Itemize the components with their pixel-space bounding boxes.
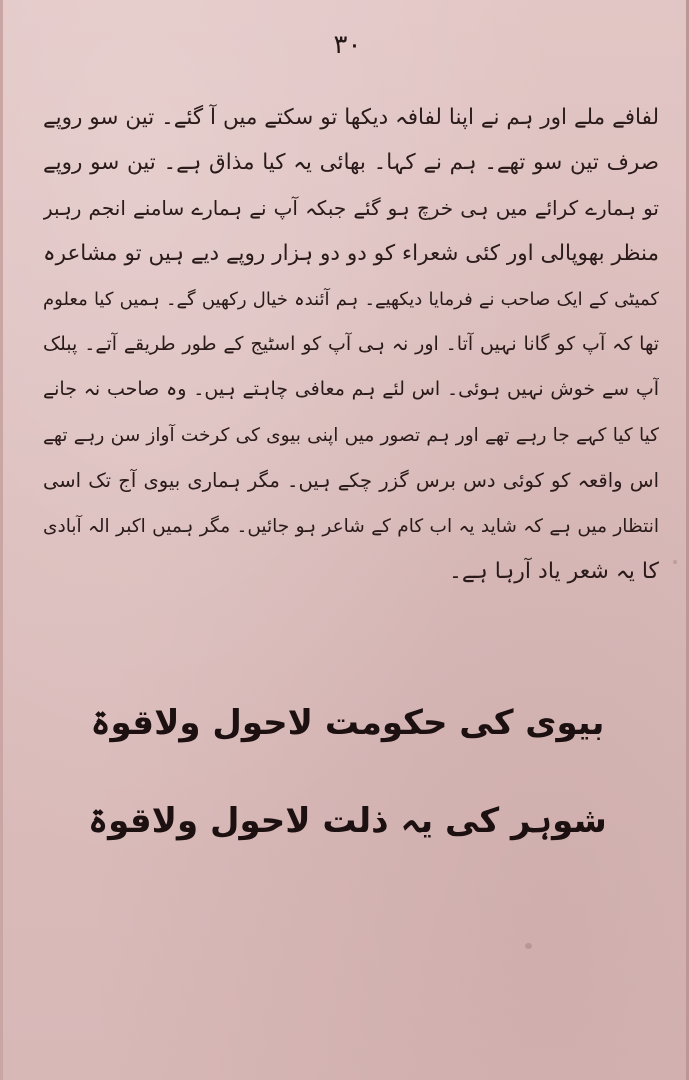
couplet-line-1: بیوی کی حکومت لاحول ولاقوۃ bbox=[90, 703, 605, 743]
paragraph-line: کمیٹی کے ایک صاحب نے فرمایا دیکھیے۔ ہم آئندہ خیال رکھیں گے۔ ہمیں کیا معلوم bbox=[43, 288, 659, 310]
paragraph-line: آپ سے خوش نہیں ہوئی۔ اس لئے ہم معافی چاہتے ہیں۔ وہ صاحب نہ جانے bbox=[43, 378, 659, 401]
paragraph-line: اس واقعہ کو کوئی دس برس گزر چکے ہیں۔ مگر ہماری بیوی آج تک اسی bbox=[43, 469, 659, 493]
paragraph-line: صرف تین سو تھے۔ ہم نے کہا۔ بھائی یہ کیا مذاق ہے۔ تین سو روپے bbox=[43, 150, 659, 176]
paragraph-line: لفافے ملے اور ہم نے اپنا لفافہ دیکھا تو سکتے میں آ گئے۔ تین سو روپے bbox=[43, 105, 659, 130]
paragraph-line: انتظار میں ہے کہ شاید یہ اب کام کے شاعر ہو جائیں۔ مگر ہمیں اکبر الہ آبادی bbox=[43, 515, 659, 537]
paper-stain bbox=[673, 560, 677, 564]
paragraph-line: منظر بھوپالی اور کئی شعراء کو دو دو ہزار روپے دیے ہیں تو مشاعرہ bbox=[43, 241, 659, 267]
page-number: ۳۰ bbox=[333, 30, 362, 60]
paragraph-line: کیا کیا کہے جا رہے تھے اور ہم تصور میں اپنی بیوی کی کرخت آواز سن رہے تھے bbox=[43, 424, 659, 446]
paper-stain bbox=[525, 943, 532, 949]
paragraph-line: کا یہ شعر یاد آرہا ہے۔ bbox=[449, 558, 659, 584]
couplet-line-2: شوہر کی یہ ذلت لاحول ولاقوۃ bbox=[88, 801, 607, 841]
paragraph bbox=[43, 95, 659, 594]
paragraph-line: تھا کہ آپ کو گانا نہیں آتا۔ اور نہ ہی آپ کو اسٹیج کے طور طریقے آتے۔ پبلک bbox=[43, 332, 659, 355]
paragraph-line: تو ہمارے کرائے میں ہی خرچ ہو گئے جبکہ آپ نے ہمارے سامنے انجم رہبر bbox=[43, 195, 659, 220]
